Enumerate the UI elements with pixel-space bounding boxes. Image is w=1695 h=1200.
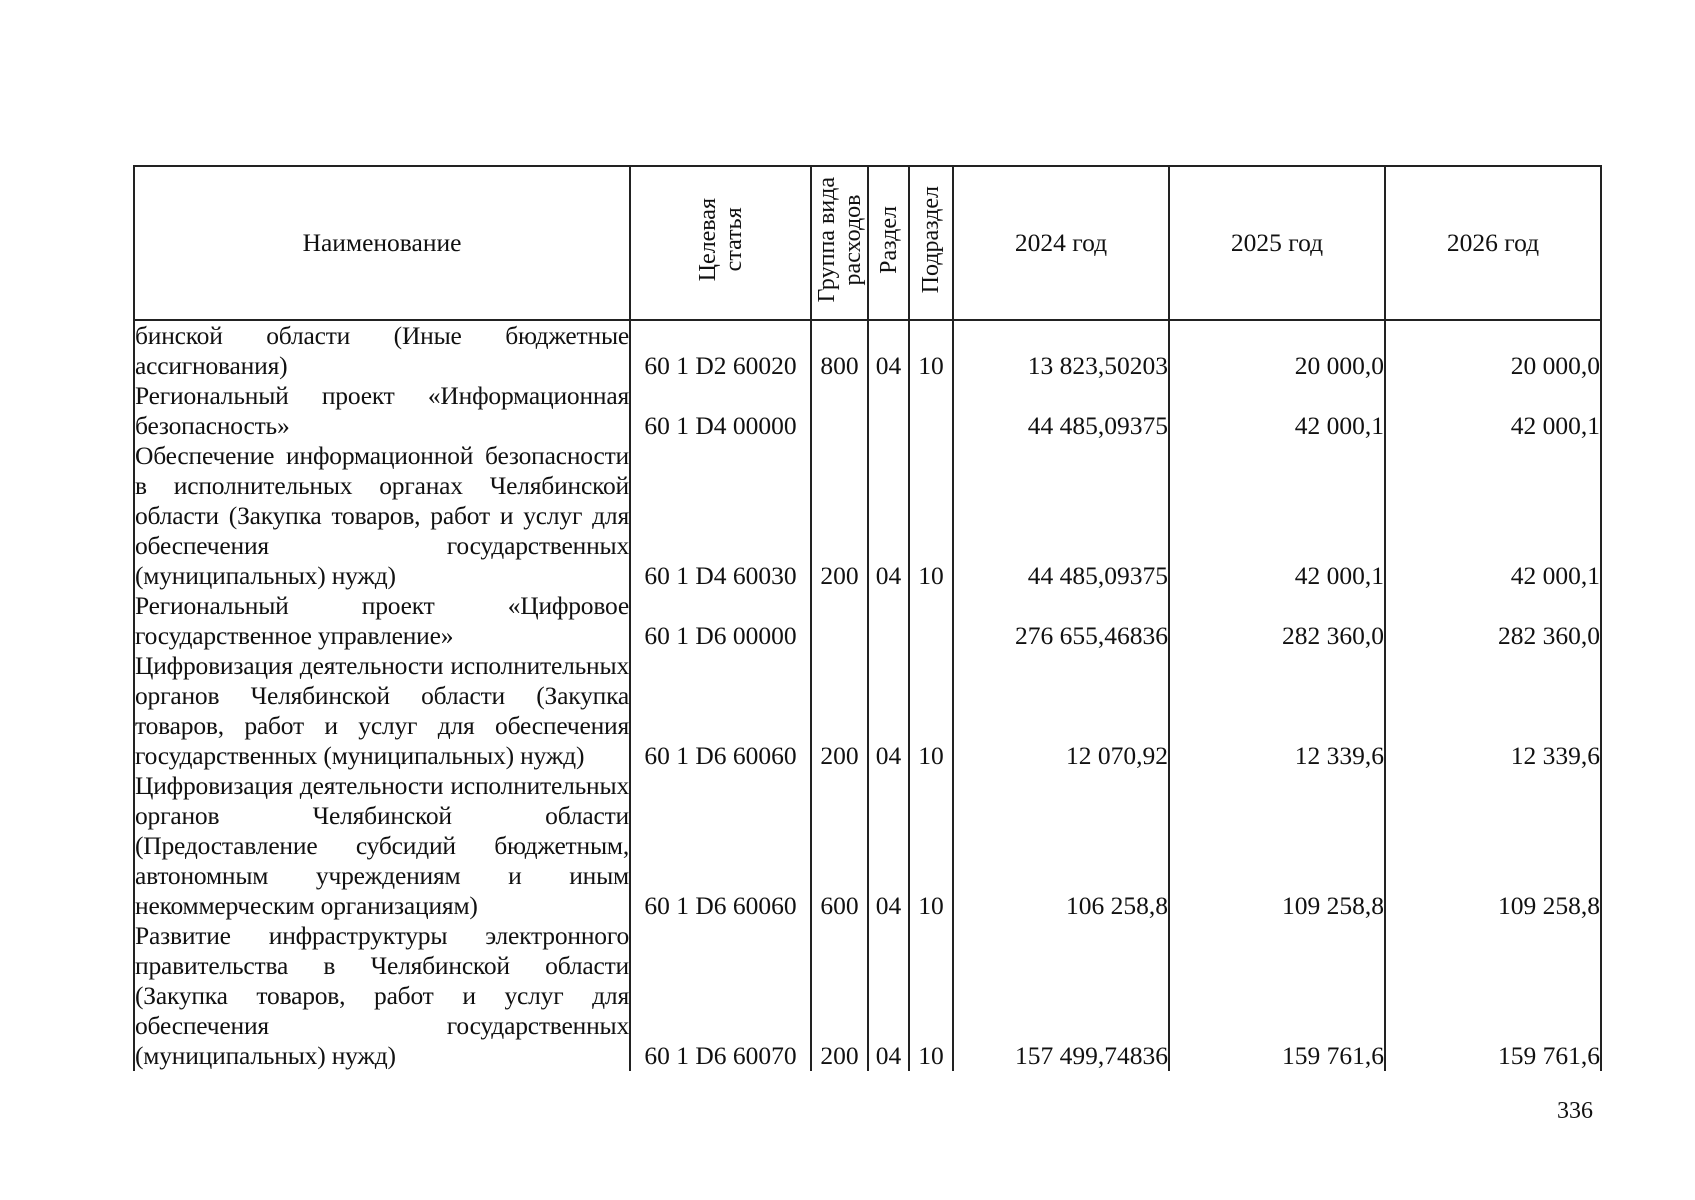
row-amount-2024: 12 070,92 <box>953 651 1169 771</box>
row-expense-group: 200 <box>811 651 868 771</box>
table-row <box>134 771 1601 921</box>
row-target-code: 60 1 D2 60020 <box>630 320 811 381</box>
header-year-2025: 2025 год <box>1169 166 1385 320</box>
row-expense-group: 200 <box>811 441 868 591</box>
row-amount-2026: 20 000,0 <box>1385 320 1601 381</box>
row-amount-2024: 13 823,50203 <box>953 320 1169 381</box>
row-target-code: 60 1 D4 00000 <box>630 381 811 441</box>
header-name: Наименование <box>134 166 630 320</box>
row-amount-2025: 159 761,6 <box>1169 921 1385 1071</box>
row-amount-2026: 42 000,1 <box>1385 441 1601 591</box>
row-section: 04 <box>868 441 909 591</box>
row-amount-2024: 106 258,8 <box>953 771 1169 921</box>
table-row <box>134 381 1601 441</box>
row-amount-2025: 12 339,6 <box>1169 651 1385 771</box>
row-amount-2024: 276 655,46836 <box>953 591 1169 651</box>
row-name: Цифровизация деятельности исполнительных органов Челябинской области (Предоставление субсидий бюджетным, автономным учреждениям и иным некоммерческим организациям) <box>135 771 629 920</box>
row-subsection <box>909 591 953 651</box>
budget-table <box>133 165 1602 1071</box>
row-target-code: 60 1 D6 60060 <box>630 771 811 921</box>
row-target-code: 60 1 D6 60060 <box>630 651 811 771</box>
row-name: бинской области (Иные бюджетные ассигнования) <box>135 321 629 380</box>
row-name: Региональный проект «Цифровое государственное управление» <box>135 591 629 650</box>
row-amount-2024: 44 485,09375 <box>953 381 1169 441</box>
row-subsection <box>909 381 953 441</box>
header-subsection: Подраздел <box>909 166 953 320</box>
row-section: 04 <box>868 771 909 921</box>
row-subsection: 10 <box>909 441 953 591</box>
row-subsection: 10 <box>909 921 953 1071</box>
table-row <box>134 921 1601 1071</box>
row-subsection: 10 <box>909 771 953 921</box>
row-amount-2026: 12 339,6 <box>1385 651 1601 771</box>
table-header-row <box>134 166 1601 320</box>
row-section <box>868 381 909 441</box>
row-name: Региональный проект «Информационная безопасность» <box>135 381 629 440</box>
row-amount-2024: 157 499,74836 <box>953 921 1169 1071</box>
row-subsection: 10 <box>909 651 953 771</box>
table-row <box>134 591 1601 651</box>
row-name: Цифровизация деятельности исполнительных органов Челябинской области (Закупка товаров, работ и услуг для обеспечения государственных (муниципальных) нужд) <box>135 651 629 770</box>
page-number: 336 <box>1557 1098 1593 1124</box>
row-expense-group <box>811 381 868 441</box>
header-year-2026: 2026 год <box>1385 166 1601 320</box>
row-section: 04 <box>868 651 909 771</box>
table-row <box>134 651 1601 771</box>
row-name: Развитие инфраструктуры электронного правительства в Челябинской области (Закупка товаров, работ и услуг для обеспечения государственных (муниципальных) нужд) <box>135 921 629 1070</box>
row-amount-2026: 159 761,6 <box>1385 921 1601 1071</box>
row-subsection: 10 <box>909 320 953 381</box>
header-target-article: Целевая статья <box>630 166 811 320</box>
header-expense-group: Группа вида расходов <box>811 166 868 320</box>
row-amount-2025: 42 000,1 <box>1169 441 1385 591</box>
row-section: 04 <box>868 921 909 1071</box>
table-row <box>134 320 1601 381</box>
row-target-code: 60 1 D6 00000 <box>630 591 811 651</box>
row-amount-2026: 109 258,8 <box>1385 771 1601 921</box>
row-target-code: 60 1 D6 60070 <box>630 921 811 1071</box>
row-section <box>868 591 909 651</box>
row-amount-2025: 282 360,0 <box>1169 591 1385 651</box>
row-amount-2026: 42 000,1 <box>1385 381 1601 441</box>
row-expense-group: 200 <box>811 921 868 1071</box>
row-amount-2025: 109 258,8 <box>1169 771 1385 921</box>
row-target-code: 60 1 D4 60030 <box>630 441 811 591</box>
table-row <box>134 441 1601 591</box>
header-section: Раздел <box>868 166 909 320</box>
row-expense-group <box>811 591 868 651</box>
header-year-2024: 2024 год <box>953 166 1169 320</box>
row-expense-group: 600 <box>811 771 868 921</box>
row-amount-2025: 42 000,1 <box>1169 381 1385 441</box>
row-amount-2025: 20 000,0 <box>1169 320 1385 381</box>
row-name: Обеспечение информационной безопасности в исполнительных органах Челябинской области (Закупка товаров, работ и услуг для обеспечения государственных (муниципальных) нужд) <box>135 441 629 590</box>
row-amount-2026: 282 360,0 <box>1385 591 1601 651</box>
row-section: 04 <box>868 320 909 381</box>
row-expense-group: 800 <box>811 320 868 381</box>
row-amount-2024: 44 485,09375 <box>953 441 1169 591</box>
